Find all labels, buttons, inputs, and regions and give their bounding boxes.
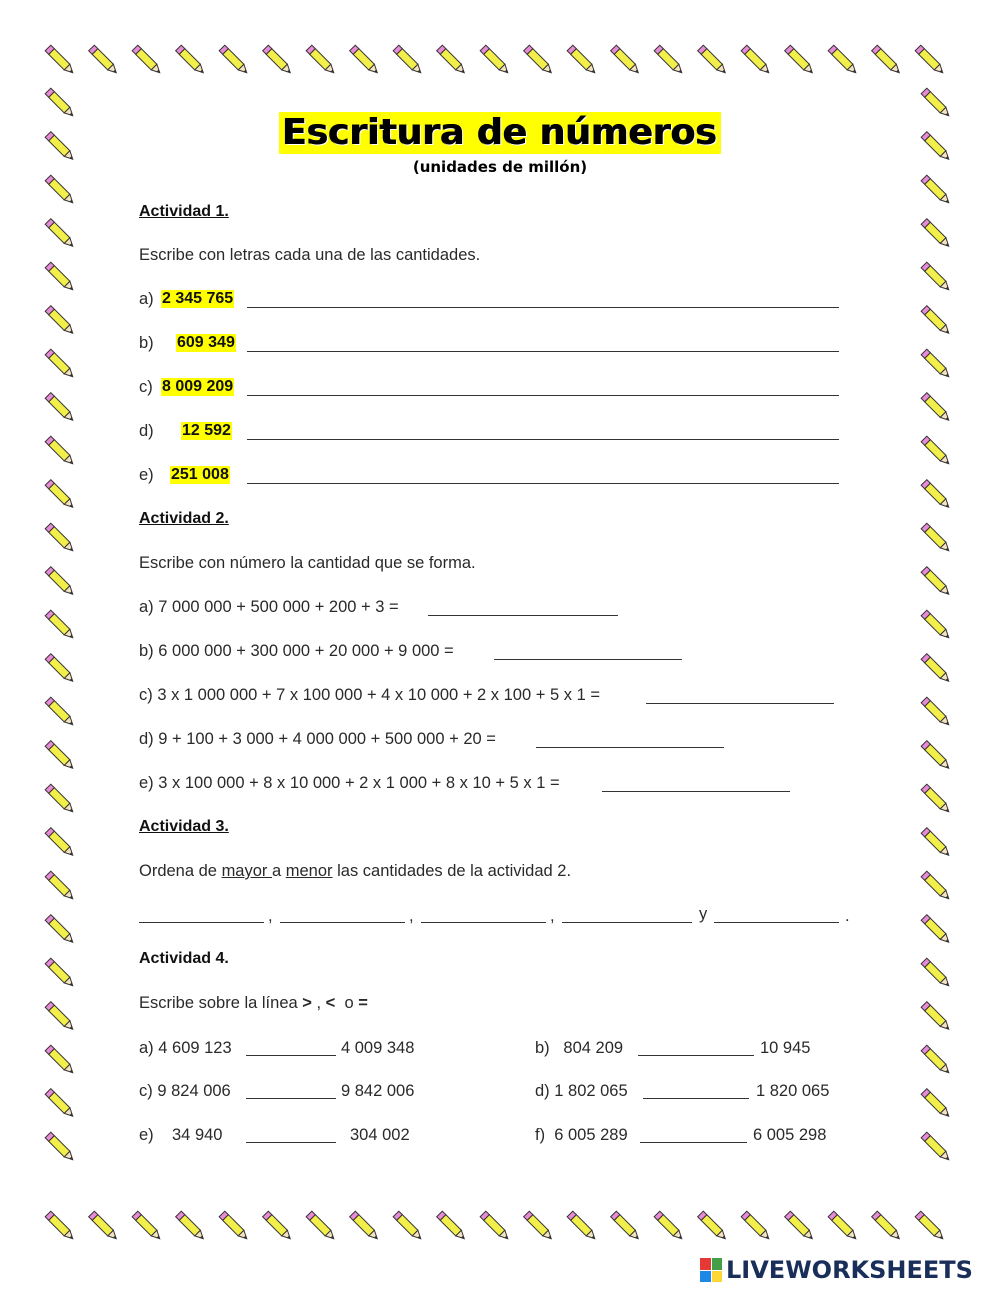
pencil-icon bbox=[921, 1002, 951, 1032]
pencil-icon bbox=[45, 1045, 75, 1075]
pencil-icon bbox=[89, 1211, 119, 1241]
activity1-heading: Actividad 1. bbox=[139, 203, 229, 220]
pencil-icon bbox=[306, 45, 336, 75]
order-line-2[interactable] bbox=[280, 922, 405, 923]
compare-f-left: f) 6 005 289 bbox=[535, 1126, 628, 1144]
pencil-icon bbox=[45, 219, 75, 249]
compare-c-left: c) 9 824 006 bbox=[139, 1082, 231, 1100]
pencil-icon bbox=[921, 1132, 951, 1162]
pencil-icon bbox=[393, 45, 423, 75]
compare-e-right: 304 002 bbox=[350, 1126, 410, 1144]
order-comma-2: , bbox=[409, 907, 414, 925]
pencil-icon bbox=[785, 1211, 815, 1241]
activity2-item-b: b) 6 000 000 + 300 000 + 20 000 + 9 000 = bbox=[139, 642, 454, 660]
pencil-icon bbox=[176, 45, 206, 75]
pencil-icon bbox=[828, 45, 858, 75]
answer-line-a[interactable] bbox=[247, 307, 839, 308]
word-mayor: mayor bbox=[221, 862, 272, 880]
pencil-icon bbox=[45, 349, 75, 379]
pencil-icon bbox=[785, 45, 815, 75]
activity1-label-c: c) bbox=[139, 378, 153, 396]
compare-c-line[interactable] bbox=[246, 1098, 336, 1099]
pencil-icon bbox=[45, 828, 75, 858]
pencil-icon bbox=[611, 1211, 641, 1241]
compare-e-left: e) 34 940 bbox=[139, 1126, 223, 1144]
pencil-icon bbox=[45, 480, 75, 510]
pencil-icon bbox=[219, 1211, 249, 1241]
pencil-icon bbox=[45, 741, 75, 771]
activity2-answer-d[interactable] bbox=[536, 747, 724, 748]
answer-line-c[interactable] bbox=[247, 395, 839, 396]
word-menor: menor bbox=[285, 862, 333, 880]
pencil-icon bbox=[921, 523, 951, 553]
pencil-icon bbox=[306, 1211, 336, 1241]
activity2-item-c: c) 3 x 1 000 000 + 7 x 100 000 + 4 x 10 000 + 2 x 100 + 5 x 1 = bbox=[139, 686, 600, 704]
pencil-icon bbox=[741, 1211, 771, 1241]
compare-b-right: 10 945 bbox=[760, 1039, 811, 1057]
compare-b-line[interactable] bbox=[638, 1055, 754, 1056]
pencil-icon bbox=[219, 45, 249, 75]
order-y: y bbox=[699, 905, 708, 923]
compare-d-left: d) 1 802 065 bbox=[535, 1082, 628, 1100]
pencil-icon bbox=[45, 654, 75, 684]
pencil-icon bbox=[915, 1211, 945, 1241]
pencil-icon bbox=[921, 1045, 951, 1075]
pencil-icon bbox=[921, 349, 951, 379]
pencil-icon bbox=[480, 1211, 510, 1241]
compare-c-right: 9 842 006 bbox=[341, 1082, 415, 1100]
pencil-icon bbox=[480, 45, 510, 75]
activity3-heading: Actividad 3. bbox=[139, 818, 229, 835]
pencil-icon bbox=[921, 871, 951, 901]
activity1-number-b: 609 349 bbox=[177, 334, 235, 351]
compare-f-right: 6 005 298 bbox=[753, 1126, 827, 1144]
pencil-icon bbox=[45, 262, 75, 292]
pencil-icon bbox=[45, 1132, 75, 1162]
pencil-icon bbox=[921, 828, 951, 858]
pencil-icon bbox=[921, 784, 951, 814]
pencil-icon bbox=[176, 1211, 206, 1241]
pencil-icon bbox=[263, 1211, 293, 1241]
pencil-icon bbox=[915, 45, 945, 75]
answer-line-d[interactable] bbox=[247, 439, 839, 440]
pencil-icon bbox=[921, 393, 951, 423]
pencil-icon bbox=[567, 45, 597, 75]
pencil-icon bbox=[132, 1211, 162, 1241]
pencil-icon bbox=[921, 436, 951, 466]
compare-e-line[interactable] bbox=[246, 1142, 336, 1143]
pencil-icon bbox=[921, 741, 951, 771]
activity2-instruction: Escribe con número la cantidad que se forma. bbox=[139, 554, 476, 572]
activity1-number-d: 12 592 bbox=[182, 422, 231, 439]
activity1-instruction: Escribe con letras cada una de las cantidades. bbox=[139, 246, 481, 264]
pencil-icon bbox=[654, 45, 684, 75]
answer-line-b[interactable] bbox=[247, 351, 839, 352]
pencil-icon bbox=[437, 1211, 467, 1241]
pencil-icon bbox=[921, 567, 951, 597]
pencil-icon bbox=[921, 915, 951, 945]
compare-a-right: 4 009 348 bbox=[341, 1039, 415, 1057]
compare-d-right: 1 820 065 bbox=[756, 1082, 830, 1100]
pencil-icon bbox=[921, 610, 951, 640]
pencil-icon bbox=[872, 45, 902, 75]
order-line-3[interactable] bbox=[421, 922, 546, 923]
pencil-icon bbox=[132, 45, 162, 75]
logo-brand-text: LIVEWORKSHEETS bbox=[726, 1256, 973, 1284]
pencil-icon bbox=[654, 1211, 684, 1241]
pencil-icon bbox=[611, 45, 641, 75]
activity2-item-d: d) 9 + 100 + 3 000 + 4 000 000 + 500 000 + 20 = bbox=[139, 730, 496, 748]
pencil-icon bbox=[437, 45, 467, 75]
pencil-icon bbox=[567, 1211, 597, 1241]
activity2-item-e: e) 3 x 100 000 + 8 x 10 000 + 2 x 1 000 + 8 x 10 + 5 x 1 = bbox=[139, 774, 560, 792]
activity1-label-d: d) bbox=[139, 422, 154, 440]
pencil-icon bbox=[921, 175, 951, 205]
activity4-heading: Actividad 4. bbox=[139, 950, 229, 967]
page-title: Escritura de números bbox=[279, 112, 722, 154]
activity2-answer-c[interactable] bbox=[646, 703, 834, 704]
pencil-icon bbox=[45, 306, 75, 336]
pencil-icon bbox=[828, 1211, 858, 1241]
pencil-icon bbox=[45, 958, 75, 988]
activity1-number-c: 8 009 209 bbox=[162, 378, 234, 395]
pencil-icon bbox=[45, 523, 75, 553]
compare-a-line[interactable] bbox=[246, 1055, 336, 1056]
order-line-1[interactable] bbox=[139, 922, 264, 923]
compare-b-left: b) 804 209 bbox=[535, 1039, 624, 1057]
pencil-icon bbox=[263, 45, 293, 75]
activity4-instruction: Escribe sobre la línea > , < o = bbox=[139, 994, 368, 1012]
pencil-icon bbox=[698, 45, 728, 75]
order-line-5[interactable] bbox=[714, 922, 839, 923]
activity1-number-e: 251 008 bbox=[171, 466, 229, 483]
compare-f-line[interactable] bbox=[640, 1142, 747, 1143]
activity1-number-a: 2 345 765 bbox=[162, 290, 234, 307]
pencil-icon bbox=[921, 306, 951, 336]
pencil-icon bbox=[45, 871, 75, 901]
pencil-icon bbox=[45, 697, 75, 727]
pencil-icon bbox=[872, 1211, 902, 1241]
pencil-icon bbox=[921, 262, 951, 292]
order-comma-1: , bbox=[268, 907, 273, 925]
activity1-label-b: b) bbox=[139, 334, 154, 352]
activity1-label-a: a) bbox=[139, 290, 154, 308]
pencil-icon bbox=[698, 1211, 728, 1241]
activity1-label-e: e) bbox=[139, 466, 154, 484]
compare-d-line[interactable] bbox=[643, 1098, 749, 1099]
activity2-answer-b[interactable] bbox=[494, 659, 682, 660]
pencil-icon bbox=[45, 610, 75, 640]
pencil-icon bbox=[741, 45, 771, 75]
pencil-icon bbox=[89, 45, 119, 75]
order-line-4[interactable] bbox=[562, 922, 692, 923]
pencil-icon bbox=[45, 45, 75, 75]
pencil-icon bbox=[45, 436, 75, 466]
pencil-icon bbox=[45, 1211, 75, 1241]
pencil-icon bbox=[921, 480, 951, 510]
pencil-icon bbox=[921, 654, 951, 684]
pencil-icon bbox=[45, 1002, 75, 1032]
pencil-icon bbox=[350, 1211, 380, 1241]
pencil-icon bbox=[350, 45, 380, 75]
pencil-icon bbox=[921, 958, 951, 988]
pencil-icon bbox=[393, 1211, 423, 1241]
pencil-icon bbox=[921, 697, 951, 727]
order-comma-3: , bbox=[550, 907, 555, 925]
pencil-icon bbox=[921, 1089, 951, 1119]
pencil-icon bbox=[921, 219, 951, 249]
logo-badge-icon bbox=[700, 1258, 722, 1282]
order-period: . bbox=[845, 907, 850, 925]
compare-a-left: a) 4 609 123 bbox=[139, 1039, 232, 1057]
activity3-instruction: Ordena de mayor a menor las cantidades de la actividad 2. bbox=[139, 862, 572, 880]
answer-line-e[interactable] bbox=[247, 483, 839, 484]
pencil-icon bbox=[45, 1089, 75, 1119]
pencil-icon bbox=[45, 915, 75, 945]
activity2-heading: Actividad 2. bbox=[139, 510, 229, 527]
pencil-icon bbox=[524, 45, 554, 75]
pencil-icon bbox=[45, 175, 75, 205]
page-subtitle: (unidades de millón) bbox=[412, 158, 588, 176]
pencil-icon bbox=[45, 784, 75, 814]
activity2-answer-a[interactable] bbox=[428, 615, 618, 616]
activity2-answer-e[interactable] bbox=[602, 791, 790, 792]
activity2-item-a: a) 7 000 000 + 500 000 + 200 + 3 = bbox=[139, 598, 399, 616]
liveworksheets-logo[interactable] bbox=[700, 1255, 973, 1285]
pencil-icon bbox=[45, 567, 75, 597]
pencil-icon bbox=[524, 1211, 554, 1241]
pencil-icon bbox=[45, 393, 75, 423]
